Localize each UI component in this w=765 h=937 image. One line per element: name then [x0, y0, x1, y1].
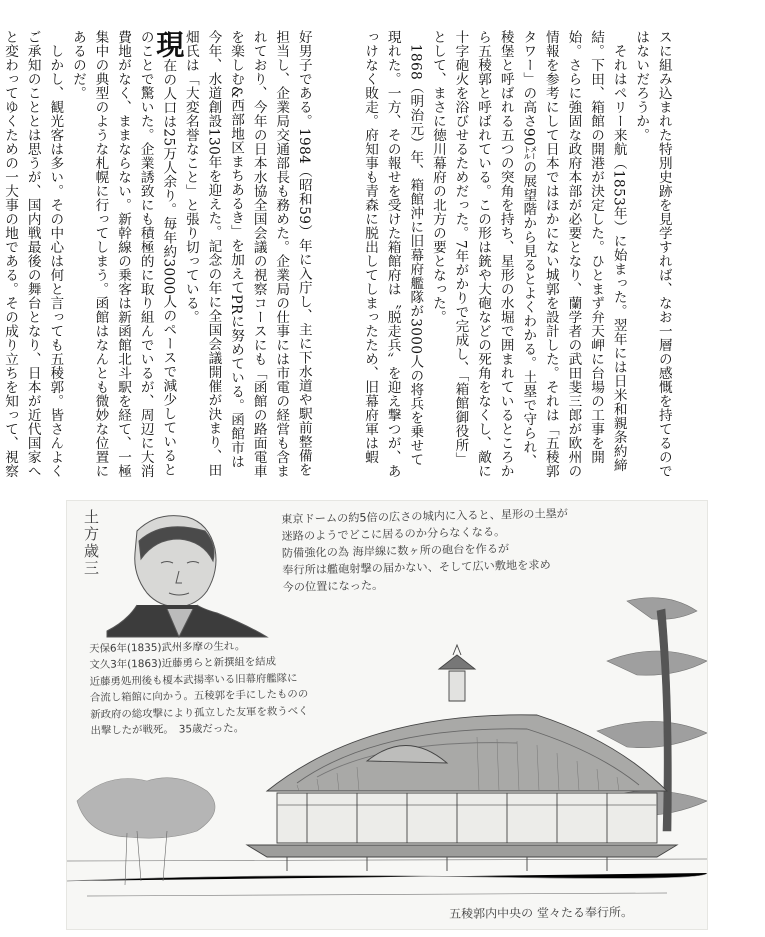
article-column-right — [362, 30, 720, 478]
caption-line: 天保6年(1835)武州多摩の生れ。 — [89, 640, 246, 655]
portrait-name-label: 土方歳三 — [82, 509, 100, 577]
left-tree-drawing — [77, 778, 215, 885]
caption-line: 今の位置になった。 — [282, 578, 384, 594]
caption-line: 東京ドームの約5倍の広さの城内に入ると、星形の土塁が — [281, 506, 569, 526]
caption-line: 防備強化の為 海岸線に数ヶ所の砲台を作るが — [281, 542, 510, 560]
caption-line: 出撃したが戦死。 35歳だった。 — [90, 722, 245, 738]
portrait-drawing — [107, 516, 267, 637]
caption-line: 新政府の総攻撃により孤立した友軍を救うべく — [90, 704, 309, 721]
magistrate-office-drawing — [247, 645, 677, 871]
pencil-illustration — [66, 500, 708, 930]
article-paragraph: しかし、観光客は多い。その中心は何と言っても五稜郭。皆さんよくご承知のこととは思うが、国内戦最後の舞台となり、日本が近代国家へと変わってゆくための一大事の地である。その成り立ちを知って、視察 — [2, 30, 64, 478]
article-text: 在の人口は25万人余り。毎年約3000人のペースで減少しているとのことで驚いた。企業誘致にも積極的に取り組んでいるが、周辺に大消費地がなく、ままならない。新幹線の乗客は新函館北斗駅を経て、一極集中の典型のような札幌に行ってしまう。函館はなんとも微妙な位置にあるのだ。 — [69, 30, 177, 478]
caption-line: 近藤勇処刑後も榎本武揚率いる旧幕府艦隊に — [89, 672, 298, 688]
article-paragraph: 1868（明治元）年、箱館沖に旧幕府艦隊が3000人の将兵を乗せて現れた。一方、その報せを受けた箱館府は〝脱走兵〟を迎え撃つが、あっけなく敗走。府知事も青森に脱出してしまったため、旧幕府軍は蝦 — [362, 30, 424, 478]
article-paragraph: 好男子である。1984（昭和59）年に入庁し、主に下水道や駅前整備を担当し、企業局交通部長も務めた。企業局の仕事には市電の経営も含まれており、今年の日本水協全国会議の視察コースにも「函館の路面電車を楽しむ&西部地区まちあるき」を加えてPRに努めている。函館市は今年、水道創設130年を迎えた。記念の年に全国会議開催が決まり、田畑氏は「大変名誉なこと」と張り切っている。 — [182, 30, 312, 478]
drop-cap: 現 — [152, 30, 186, 59]
caption-biography — [89, 637, 309, 739]
caption-line: 迷路のようでどこに居るのか分らなくなる。 — [281, 525, 506, 543]
article-paragraph-dropcap — [66, 30, 186, 478]
article-paragraph: スに組み込まれた特別史跡を見学すれば、なお一層の感慨を持てるのではないだろうか。 — [633, 30, 672, 478]
caption-line: 合流し箱館に向かう。五稜郭を手にしたものの — [89, 688, 309, 705]
caption-building: 五稜郭内中央の 堂々たる奉行所。 — [449, 905, 633, 921]
caption-line: 奉行所は艦砲射撃の届かない、そして広い敷地を求め — [282, 558, 551, 577]
caption-line: 文久3年(1863)近藤勇らと新撰組を結成 — [89, 656, 277, 672]
caption-castle-description — [281, 505, 570, 596]
article-paragraph: それはペリー来航（1853年）に始まった。翌年には日米和親条約締結。下田、箱館の開港が決定した。ひとまず弁天岬に台場の工事を開始。さらに強固な政府本部が必要となり、蘭学者の武田斐三郎が欧州の情報を参考にして日本ではほかにない城郭を設計した。それは「五稜郭タワー」の高さ90㍍の展望階から見るとよくわかる。土塁で守られ、稜堡と呼ばれる五つの突角を持ち、星形の水堀で囲まれているところから五稜郭と呼ばれている。この形は銃や大砲などの死角をなくし、敵に十字砲火を浴びせるためだった。7年がかりで完成し、「箱館御役所」として、まさに徳川幕府の北方の要となった。 — [429, 30, 627, 478]
